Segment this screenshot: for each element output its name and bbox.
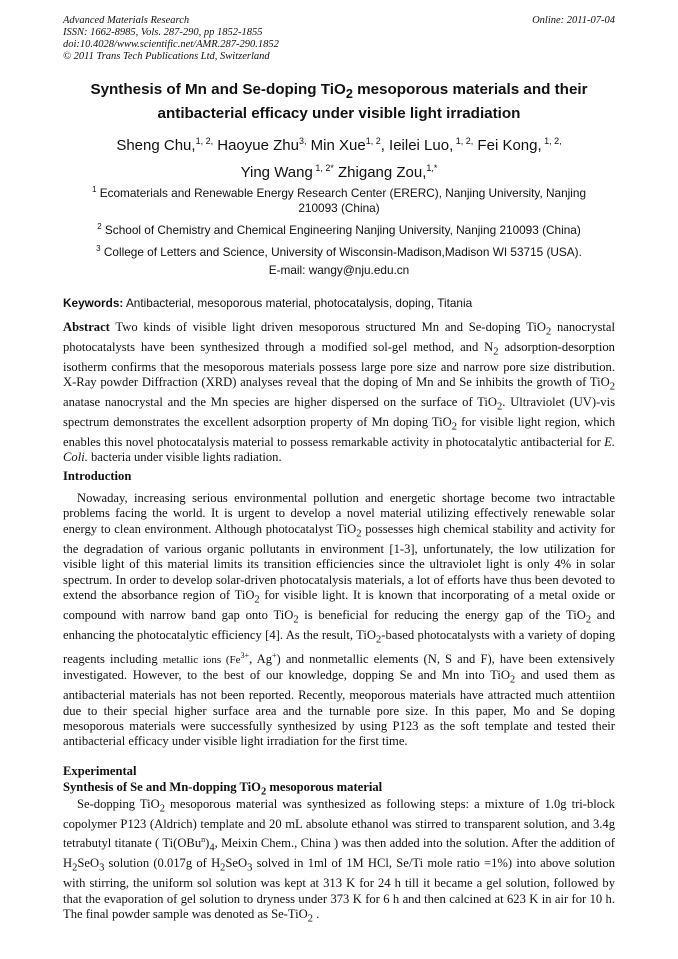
paper-title: Synthesis of Mn and Se-doping TiO$_2$ mesoporous materials and their antibacterial efficacy under visible light irradiation <box>90 81 588 123</box>
affiliation-3: $^3$ College of Letters and Science, University of Wisconsin-Madison,Madison WI 53715 (USA). <box>96 244 582 259</box>
experimental-heading: Experimental <box>63 764 137 778</box>
affiliation-1: $^1$ Ecomaterials and Renewable Energy Research Center (ERERC), Nanjing University, Nanjing 210093 (China) <box>91 185 587 215</box>
contact-email: E-mail: wangy@nju.edu.cn <box>268 263 410 277</box>
abstract: Abstract Two kinds of visible light driven mesoporous structured Mn and Se-doping TiO$_2$ nanocrystal photocatalysts have been synthesized through a modified sol-gel method, and $N_2$ adsorption-desorption isotherm confirms that the mesoporous materials possess large pore size and narrow pore size distribution. X-Ray powder Diffraction (XRD) analyses reveal that the doping of Mn and Se inhibits the growth of TiO$_2$ anatase nanocrystal and the Mn species are higher dispersed on the surface of TiO$_2$. Ultraviolet (UV)-vis spectrum demonstrates the excellent adsorption property of Mn doping TiO$_2$ for visible light region, which enables this novel photocatalysis material to possess remarkable activity in photocatalytic antibacterial for E. Coli. bacteria under visible lights radiation. <box>63 320 616 465</box>
affiliation-2: $^2$ School of Chemistry and Chemical Engineering Nanjing University, Nanjing 210093 (China) <box>97 222 581 237</box>
abstract-label: Abstract <box>63 320 110 334</box>
copyright-line: © 2011 Trans Tech Publications Ltd, Switzerland <box>63 51 270 62</box>
journal-name: Advanced Materials Research <box>63 15 190 26</box>
author-list: Sheng Chu,$^{1, 2,}$ Haoyue Zhu$^{3,}$ Min Xue$^{1, 2}$, Ieilei Luo, $^{1, 2,}$ Fei Kong, $^{1, 2,}$ Ying Wang $^{1, 2*}$ Zhigang Zou,$^{1,*}$ <box>116 136 562 181</box>
doi-line: doi:10.4028/www.scientific.net/AMR.287-290.1852 <box>63 39 279 50</box>
issn-line: ISSN: 1662-8985, Vols. 287-290, pp 1852-1855 <box>63 27 263 38</box>
experimental-body: Se-dopping TiO$_2$ mesoporous material was synthesized as following steps: a mixture of 1.0g tri-block copolymer P123 (Aldrich) template and 20 mL absolute ethanol was stirred to transparent solution, and 3.4g tetrabutyl titanate ( $Ti(OBu^n)_4$, Meixin Chem., China ) was then added into the solution. After the addition of $H_2SeO_3$ solution (0.017g of $H_2SeO_3$ solved in 1ml of 1M HCl, Se/Ti mole ratio =1%) into above solution with stirring, the uniform sol solution was kept at 313 K for 24 h till it became a gel solution, followed by that the evaporation of gel solution to dryness under 373 K for 6 h and then calcined at 623 K in air for 10 h. The final powder sample was denoted as Se-TiO$_2$ . <box>63 797 616 925</box>
keywords-label: Keywords: <box>63 296 124 310</box>
synthesis-subheading: Synthesis of Se and Mn-dopping TiO$_2$ mesoporous material <box>63 780 383 798</box>
introduction-heading: Introduction <box>63 469 132 483</box>
keywords <box>63 296 615 310</box>
journal-header <box>63 15 279 63</box>
online-date: Online: 2011-07-04 <box>532 15 615 26</box>
introduction-body: Nowaday, increasing serious environmental pollution and energetic shortage become two intractable problems facing the world. It is urgent to develop a novel material utilizing effectively renewable solar energy to clean environment. Although photocatalyst TiO$_2$ possesses high chemical stability and activity for the degradation of various organic pollutants in environment [1-3], unfortunately, the low utilization for visible light of this material limits its transition efficiencies since the ultraviolet light is only 4% in solar spectrum. In order to develop solar-driven photocatalysis materials, a lot of efforts have thus been devoted to extend the absorbance region of TiO$_2$ for visible light. It is known that incorporating of a metal oxide or compound with narrow band gap onto TiO$_2$ is beneficial for reducing the energy gap of the TiO$_2$ and enhancing the photocatalytic efficiency [4]. As the result, TiO$_2$-based photocatalysts with a variety of doping reagents including metallic ions ($Fe^{3+}$, Ag+) and nonmetallic elements (N, S and F), have been extensively investigated. However, to the best of our knowledge, dopping Se and Mn into TiO$_2$ and used them as antibacterial materials has not been reported. Recently, meoporous materials have attracted much attentiion due to their special higher surface area and the turnable pore size. In this paper, Mo and Se doping mesoporous materials were successfully synthesized by using P123 as the soft template and tested their antibacterial efficacy under visible light irradiation for the first time. <box>63 491 615 749</box>
keywords-list: Antibacterial, mesoporous material, photocatalysis, doping, Titania <box>123 296 473 310</box>
